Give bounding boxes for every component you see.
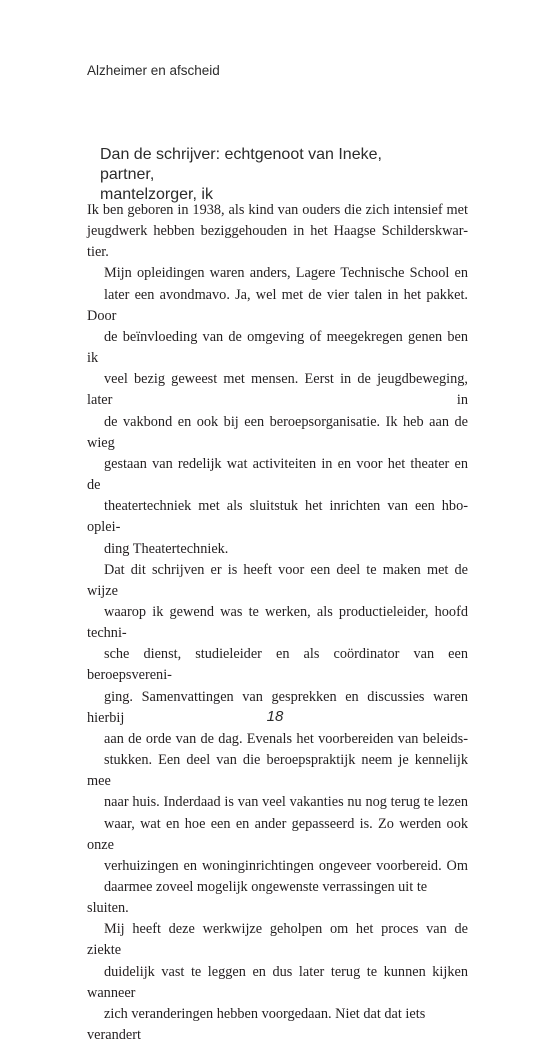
body-paragraph bbox=[87, 919, 468, 1046]
text-line: later een avondmavo. Ja, wel met de vier talen in het pakket. Door bbox=[87, 286, 468, 324]
text-line: duidelijk vast te leggen en dus later terug te kunnen kijken wanneer bbox=[87, 963, 468, 1001]
text-line: ging. Samenvattingen van gesprekken en discussies waren hierbij bbox=[87, 688, 468, 726]
body-paragraph bbox=[87, 263, 468, 559]
text-line: Mij heeft deze werkwijze geholpen om het proces van de ziekte bbox=[87, 921, 468, 959]
text-line: daarmee zoveel mogelijk ongewenste verrassingen uit te sluiten. bbox=[87, 879, 428, 917]
text-line: veel bezig geweest met mensen. Eerst in de jeugdbeweging, later in bbox=[87, 371, 468, 409]
running-head: Alzheimer en afscheid bbox=[87, 63, 220, 78]
text-line: aan de orde van de dag. Evenals het voorbereiden van beleids- bbox=[104, 730, 468, 747]
text-line: sche dienst, studieleider en als coördinator van een beroepsvereni- bbox=[87, 646, 468, 684]
text-line: gestaan van redelijk wat activiteiten in en voor het theater en de bbox=[87, 455, 468, 494]
text-line: stukken. Een deel van die beroepspraktijk neem je kennelijk mee bbox=[87, 752, 468, 790]
page-number: 18 bbox=[266, 708, 284, 725]
text-line: verhuizingen en woninginrichtingen ongeveer voorbereid. Om bbox=[104, 857, 468, 874]
text-line: de vakbond en ook bij een beroepsorganisatie. Ik heb aan de wieg bbox=[87, 413, 468, 451]
text-line: Dat dit schrijven er is heeft voor een deel te maken met de wijze bbox=[87, 561, 468, 599]
text-line: de beïnvloeding van de omgeving of meegekregen genen ben ik bbox=[87, 328, 468, 367]
text-line: waarop ik gewend was te werken, als productieleider, hoofd techni- bbox=[87, 603, 468, 642]
body-text bbox=[87, 200, 468, 1046]
text-line: ding Theatertechniek. bbox=[104, 540, 229, 557]
chapter-title-line: Dan de schrijver: echtgenoot van Ineke, partner, bbox=[100, 146, 382, 183]
text-line: theatertechniek met als sluitstuk het inrichten van een hbo-oplei- bbox=[87, 498, 468, 536]
text-line: jeugdwerk hebben beziggehouden in het Haagse Schilderskwar- bbox=[87, 223, 468, 240]
chapter-title bbox=[100, 145, 430, 205]
text-line: waar, wat en hoe een en ander gepasseerd is. Zo werden ook onze bbox=[87, 815, 468, 853]
body-paragraph bbox=[87, 200, 468, 263]
body-paragraph bbox=[87, 560, 468, 920]
text-line: Mijn opleidingen waren anders, Lagere Technische School en bbox=[104, 265, 468, 282]
text-line: naar huis. Inderdaad is van veel vakanties nu nog terug te lezen bbox=[104, 794, 468, 811]
chapter-title-line: mantelzorger, ik bbox=[100, 186, 213, 203]
text-line: Ik ben geboren in 1938, als kind van ouders die zich intensief met bbox=[87, 202, 468, 218]
text-line: zich veranderingen hebben voorgedaan. Niet dat dat iets verandert bbox=[87, 1005, 426, 1044]
text-line: tier. bbox=[87, 244, 109, 261]
